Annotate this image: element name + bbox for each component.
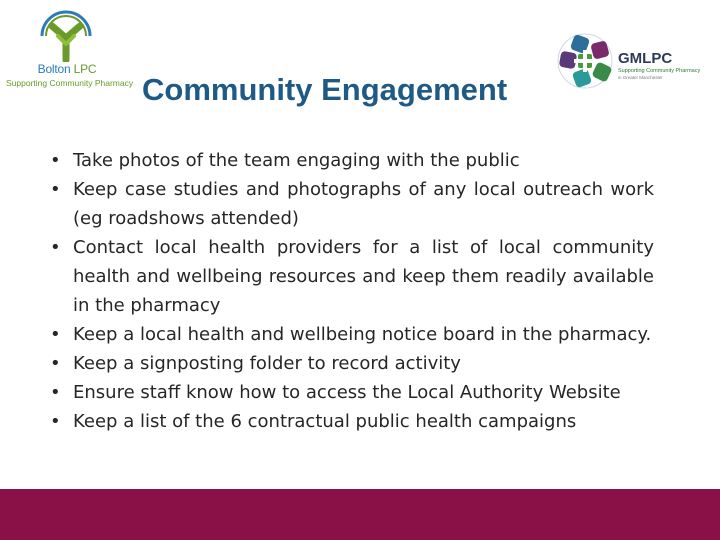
bullet-item: • Keep case studies and photographs of any local outreach work (eg roadshows attended) (50, 175, 654, 233)
gmlpc-name: GMLPC (618, 50, 673, 67)
bolton-name-suffix: LPC (73, 62, 97, 76)
gmlpc-tagline: Supporting Community Pharmacy (618, 68, 701, 74)
bolton-lpc-logo-icon (36, 10, 96, 62)
bolton-lpc-tagline: Supporting Community Pharmacy (6, 78, 134, 88)
bullet-list (50, 146, 654, 436)
bullet-item: • Take photos of the team engaging with the public (50, 146, 654, 175)
footer-bar (0, 489, 720, 540)
bolton-lpc-logo (6, 8, 134, 92)
bullet-item: • Contact local health providers for a list of local community health and wellbeing resources and keep them readily available in the pharmacy (50, 233, 654, 320)
bullet-item: • Keep a list of the 6 contractual public health campaigns (50, 407, 654, 436)
page-title: Community Engagement (142, 72, 508, 107)
bullet-item: • Ensure staff know how to access the Local Authority Website (50, 378, 654, 407)
gmlpc-logo (556, 32, 706, 92)
bullet-item: • Keep a local health and wellbeing notice board in the pharmacy. (50, 320, 654, 349)
bolton-lpc-name (6, 62, 128, 76)
bolton-name-main: Bolton (37, 62, 71, 76)
bullet-item: • Keep a signposting folder to record activity (50, 349, 654, 378)
gmlpc-logo-icon (556, 32, 614, 90)
gmlpc-subtagline: in Greater Manchester (618, 75, 663, 80)
